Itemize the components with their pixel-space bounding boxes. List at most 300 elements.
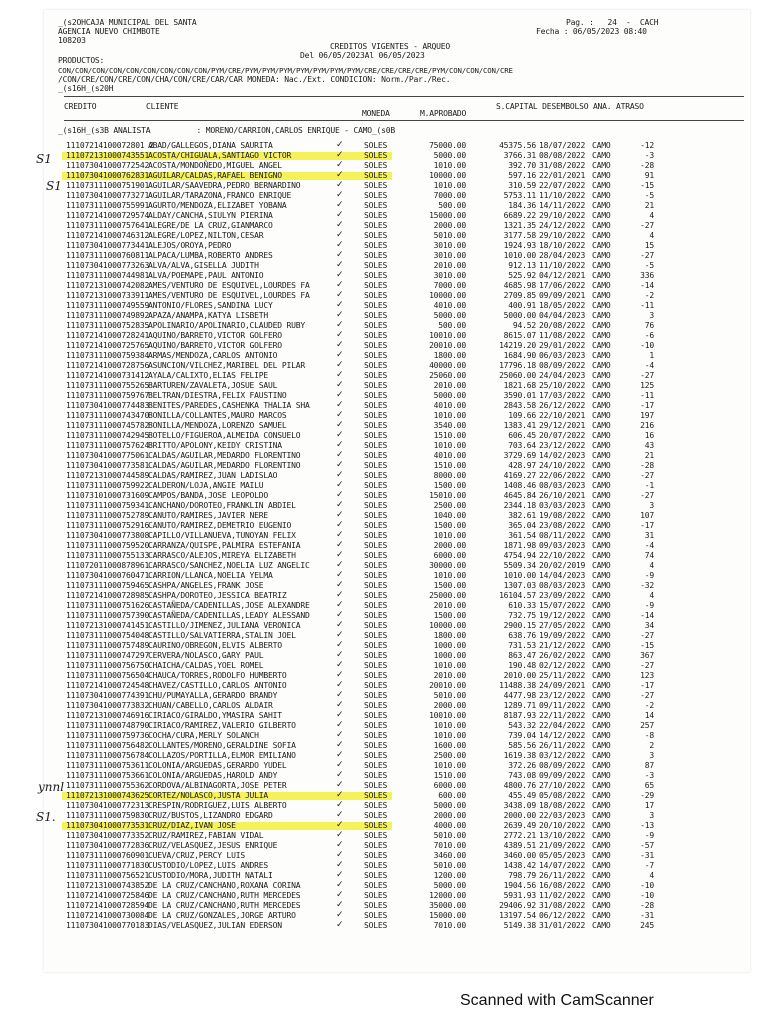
check-mark-icon: ✓: [336, 560, 344, 570]
table-cell-desembolso: 04/12/2021: [539, 271, 586, 280]
table-cell-ana: CAMO: [592, 351, 611, 360]
table-cell-credito: 111073041000775061: [66, 451, 150, 460]
table-cell-desembolso: 23/12/2022: [539, 441, 586, 450]
table-cell-moneda: SOLES: [364, 151, 388, 160]
table-cell-cliente: AQUINO/BARRETO,VICTOR GOLFERO: [148, 331, 282, 340]
table-cell-atraso: -7: [644, 861, 654, 870]
table-cell-ana: CAMO: [592, 511, 611, 520]
table-cell-credito: 111072141000731412: [66, 371, 150, 380]
table-cell-capital: 1307.03: [503, 581, 536, 590]
table-cell-cliente: CASHPA/ANGELES,FRANK JOSE: [148, 581, 264, 590]
table-cell-credito: 111073111000759384: [66, 351, 150, 360]
table-cell-atraso: 76: [644, 321, 654, 330]
table-cell-capital: 4754.94: [503, 551, 536, 560]
table-cell-desembolso: 05/08/2022: [539, 791, 586, 800]
check-mark-icon: ✓: [336, 340, 344, 350]
table-cell-credito: 111073111000743470: [66, 411, 150, 420]
table-cell-desembolso: 22/01/2021: [539, 171, 586, 180]
check-mark-icon: ✓: [336, 700, 344, 710]
table-cell-credito: 111073111000753611: [66, 761, 150, 770]
table-cell-aprobado: 75000.00: [429, 141, 466, 150]
table-cell-capital: 6689.22: [503, 211, 536, 220]
table-cell-desembolso: 20/07/2022: [539, 431, 586, 440]
table-cell-ana: CAMO: [592, 831, 611, 840]
table-cell-cliente: AGUILAR/TARAZONA,FRANCO ENRIQUE: [148, 191, 292, 200]
table-cell-capital: 798.79: [508, 871, 536, 880]
table-cell-atraso: -10: [640, 891, 654, 900]
table-cell-credito: 111073111000755991: [66, 201, 150, 210]
table-cell-ana: CAMO: [592, 561, 611, 570]
table-cell-capital: 455.49: [508, 791, 536, 800]
table-cell-cliente: CRUZ/DIAZ,IVAN JOSE: [148, 821, 236, 830]
table-cell-credito: 111072131000733911: [66, 291, 150, 300]
table-cell-credito: 111073111000755362: [66, 781, 150, 790]
table-cell-aprobado: 1010.00: [433, 181, 466, 190]
table-cell-desembolso: 23/08/2022: [539, 521, 586, 530]
table-cell-ana: CAMO: [592, 161, 611, 170]
table-cell-atraso: -10: [640, 881, 654, 890]
table-cell-ana: CAMO: [592, 401, 611, 410]
table-cell-ana: CAMO: [592, 201, 611, 210]
productos-list-1: CON/CON/CON/CON/CON/CON/CON/CON/CON/PYM/CRE/PYM/PYM/PYM/PYM/PYM/PYM/PYM/CRE/CRE/CRE/CRE/PYM/CON/CON/CON/CRE: [58, 66, 513, 75]
table-cell-capital: 638.76: [508, 631, 536, 640]
table-cell-capital: 11488.38: [499, 681, 536, 690]
column-header-moneda: MONEDA: [362, 109, 390, 118]
table-cell-atraso: -29: [640, 791, 654, 800]
table-cell-aprobado: 500.00: [438, 321, 466, 330]
table-cell-desembolso: 14/12/2022: [539, 731, 586, 740]
table-cell-cliente: APOLINARIO/APOLINARIO,CLAUDED RUBY: [148, 321, 305, 330]
table-cell-moneda: SOLES: [364, 721, 388, 730]
table-cell-credito: 111072141000728985: [66, 591, 150, 600]
scanner-watermark: Scanned with CamScanner: [460, 992, 654, 1009]
table-cell-credito: 111073111000757624: [66, 441, 150, 450]
table-cell-credito: 111072141000746312: [66, 231, 150, 240]
table-cell-ana: CAMO: [592, 801, 611, 810]
table-cell-cliente: AGUILAR/SAAVEDRA,PEDRO BERNARDINO: [148, 181, 301, 190]
table-cell-cliente: ALDAY/CANCHA,SIULYN PIERINA: [148, 211, 273, 220]
check-mark-icon: ✓: [336, 330, 344, 340]
handwritten-mark: ynnl: [38, 780, 65, 794]
table-cell-cliente: DE LA CRUZ/CANCHANO,RUTH MERCEDES: [148, 891, 301, 900]
column-header-maprobado: M.APROBADO: [420, 109, 467, 118]
table-cell-ana: CAMO: [592, 371, 611, 380]
table-cell-desembolso: 16/08/2022: [539, 881, 586, 890]
table-cell-cliente: ASUNCION/VILCHEZ,MARIBEL DEL PILAR: [148, 361, 305, 370]
table-cell-atraso: -27: [640, 371, 654, 380]
table-cell-capital: 731.53: [508, 641, 536, 650]
table-cell-aprobado: 500.00: [438, 201, 466, 210]
table-cell-aprobado: 25060.00: [429, 371, 466, 380]
table-cell-desembolso: 18/07/2022: [539, 141, 586, 150]
table-cell-desembolso: 24/10/2022: [539, 461, 586, 470]
table-cell-cliente: ARMAS/MENDOZA,CARLOS ANTONIO: [148, 351, 278, 360]
table-cell-aprobado: 2000.00: [433, 701, 466, 710]
table-cell-atraso: -31: [640, 911, 654, 920]
table-cell-credito: 111073111000751626: [66, 601, 150, 610]
table-cell-cliente: BARTUREN/ZAVALETA,JOSUE SAUL: [148, 381, 278, 390]
table-cell-atraso: -11: [640, 301, 654, 310]
table-cell-desembolso: 26/02/2022: [539, 651, 586, 660]
table-cell-desembolso: 15/07/2022: [539, 601, 586, 610]
table-cell-cliente: ABAD/GALLEGOS,DIANA SAURITA: [148, 141, 273, 150]
check-mark-icon: ✓: [336, 540, 344, 550]
table-cell-aprobado: 1500.00: [433, 611, 466, 620]
table-cell-cliente: ANTONIO/FLORES,SANDINA LUCY: [148, 301, 273, 310]
table-cell-atraso: 91: [644, 171, 654, 180]
table-cell-ana: CAMO: [592, 841, 611, 850]
table-cell-atraso: 34: [644, 621, 654, 630]
table-cell-ana: CAMO: [592, 891, 611, 900]
table-cell-capital: 1924.93: [503, 241, 536, 250]
table-cell-ana: CAMO: [592, 671, 611, 680]
table-cell-credito: 111073111000756482: [66, 741, 150, 750]
table-cell-desembolso: 18/05/2022: [539, 301, 586, 310]
table-cell-desembolso: 24/04/2023: [539, 371, 586, 380]
table-cell-moneda: SOLES: [364, 251, 388, 260]
table-cell-capital: 310.59: [508, 181, 536, 190]
table-cell-moneda: SOLES: [364, 681, 388, 690]
table-cell-ana: CAMO: [592, 601, 611, 610]
table-cell-credito: 111073111000771830: [66, 861, 150, 870]
check-mark-icon: ✓: [336, 820, 344, 830]
table-cell-desembolso: 11/08/2022: [539, 331, 586, 340]
table-cell-cliente: AGUILAR/CALDAS,RAFAEL BENIGNO: [148, 171, 282, 180]
check-mark-icon: ✓: [336, 200, 344, 210]
table-cell-aprobado: 7000.00: [433, 281, 466, 290]
table-cell-capital: 94.52: [512, 321, 536, 330]
table-cell-ana: CAMO: [592, 291, 611, 300]
table-cell-atraso: 125: [640, 381, 654, 390]
check-mark-icon: ✓: [336, 910, 344, 920]
table-cell-cliente: BENITES/PAREDES,CASHENKA THALIA SHA: [148, 401, 310, 410]
table-cell-moneda: SOLES: [364, 711, 388, 720]
table-cell-moneda: SOLES: [364, 451, 388, 460]
table-cell-capital: 3729.69: [503, 451, 536, 460]
table-cell-ana: CAMO: [592, 881, 611, 890]
table-cell-capital: 3460.00: [503, 851, 536, 860]
table-cell-ana: CAMO: [592, 721, 611, 730]
check-mark-icon: ✓: [336, 480, 344, 490]
table-cell-cliente: CARRION/LLANCA,NOELIA YELMA: [148, 571, 273, 580]
check-mark-icon: ✓: [336, 850, 344, 860]
table-cell-moneda: SOLES: [364, 501, 388, 510]
table-cell-moneda: SOLES: [364, 841, 388, 850]
table-cell-ana: CAMO: [592, 781, 611, 790]
table-cell-cliente: CALDAS/RAMIREZ,JUAN LADISLAO: [148, 471, 278, 480]
check-mark-icon: ✓: [336, 680, 344, 690]
table-cell-ana: CAMO: [592, 171, 611, 180]
table-cell-moneda: SOLES: [364, 731, 388, 740]
table-cell-credito: 111073111000753661: [66, 771, 150, 780]
table-cell-aprobado: 2010.00: [433, 381, 466, 390]
table-cell-atraso: -13: [640, 821, 654, 830]
table-cell-credito: 111073111000745782: [66, 421, 150, 430]
table-cell-desembolso: 23/12/2022: [539, 691, 586, 700]
report-date-range: Del 06/05/2023Al 06/05/2023: [300, 51, 425, 60]
table-cell-credito: 111072141000725846: [66, 891, 150, 900]
check-mark-icon: ✓: [336, 370, 344, 380]
table-cell-credito: 111073111000759465: [66, 581, 150, 590]
check-mark-icon: ✓: [336, 890, 344, 900]
table-cell-moneda: SOLES: [364, 591, 388, 600]
table-cell-moneda: SOLES: [364, 261, 388, 270]
table-cell-capital: 4389.51: [503, 841, 536, 850]
table-cell-credito: 111072141000725765: [66, 341, 150, 350]
table-cell-aprobado: 1500.00: [433, 521, 466, 530]
check-mark-icon: ✓: [336, 570, 344, 580]
table-cell-capital: 16104.57: [499, 591, 536, 600]
table-cell-credito: 111073041000762831: [66, 171, 150, 180]
table-cell-ana: CAMO: [592, 451, 611, 460]
table-cell-capital: 5931.93: [503, 891, 536, 900]
institution-name: _(s2OHCAJA MUNICIPAL DEL SANTA: [58, 18, 197, 27]
table-cell-atraso: -32: [640, 581, 654, 590]
table-cell-capital: 2639.49: [503, 821, 536, 830]
table-cell-moneda: SOLES: [364, 481, 388, 490]
table-cell-ana: CAMO: [592, 731, 611, 740]
table-cell-moneda: SOLES: [364, 701, 388, 710]
table-cell-credito: 111073041000773263: [66, 261, 150, 270]
table-cell-capital: 45375.56: [499, 141, 536, 150]
table-cell-aprobado: 2500.00: [433, 751, 466, 760]
table-cell-capital: 17796.18: [499, 361, 536, 370]
table-cell-moneda: SOLES: [364, 851, 388, 860]
table-cell-ana: CAMO: [592, 631, 611, 640]
table-cell-aprobado: 1010.00: [433, 571, 466, 580]
analyst-line: _(s16H_(s3B ANALISTA : MORENO/CARRION,CARLOS ENRIQUE - CAMO_(s0B: [58, 126, 395, 135]
table-cell-capital: 4645.84: [503, 491, 536, 500]
check-mark-icon: ✓: [336, 300, 344, 310]
table-cell-capital: 2000.00: [503, 811, 536, 820]
table-cell-desembolso: 31/08/2022: [539, 901, 586, 910]
table-cell-cliente: DE LA CRUZ/GONZALES,JORGE ARTURO: [148, 911, 296, 920]
table-cell-capital: 4685.98: [503, 281, 536, 290]
table-cell-credito: 111073041000773581: [66, 461, 150, 470]
check-mark-icon: ✓: [336, 460, 344, 470]
table-cell-capital: 2900.15: [503, 621, 536, 630]
table-cell-atraso: 197: [640, 411, 654, 420]
table-cell-cliente: CAURINO/OBREGON,ELVIS ALBERTO: [148, 641, 282, 650]
table-cell-cliente: CUSTODIO/MORA,JUDITH NATALI: [148, 871, 273, 880]
table-cell-aprobado: 3010.00: [433, 271, 466, 280]
table-cell-moneda: SOLES: [364, 201, 388, 210]
table-cell-cliente: CRUZ/VELASQUEZ,JESUS ENRIQUE: [148, 841, 278, 850]
table-cell-credito: 111073111000755133: [66, 551, 150, 560]
table-cell-credito: 111072131000741451: [66, 621, 150, 630]
table-cell-desembolso: 25/11/2022: [539, 671, 586, 680]
table-cell-capital: 2843.58: [503, 401, 536, 410]
table-cell-desembolso: 08/09/2022: [539, 361, 586, 370]
check-mark-icon: ✓: [336, 230, 344, 240]
table-cell-atraso: -4: [644, 361, 654, 370]
table-cell-moneda: SOLES: [364, 691, 388, 700]
table-cell-aprobado: 5010.00: [433, 691, 466, 700]
table-cell-moneda: SOLES: [364, 821, 388, 830]
table-cell-atraso: -6: [644, 331, 654, 340]
table-cell-capital: 732.75: [508, 611, 536, 620]
table-cell-moneda: SOLES: [364, 361, 388, 370]
table-cell-moneda: SOLES: [364, 661, 388, 670]
table-cell-aprobado: 1000.00: [433, 641, 466, 650]
table-cell-capital: 8615.07: [503, 331, 536, 340]
table-cell-capital: 392.70: [508, 161, 536, 170]
table-cell-capital: 597.16: [508, 171, 536, 180]
table-cell-aprobado: 2010.00: [433, 601, 466, 610]
check-mark-icon: ✓: [336, 510, 344, 520]
table-cell-capital: 29406.92: [499, 901, 536, 910]
table-cell-capital: 14219.20: [499, 341, 536, 350]
table-cell-capital: 365.04: [508, 521, 536, 530]
check-mark-icon: ✓: [336, 470, 344, 480]
table-cell-aprobado: 1000.00: [433, 651, 466, 660]
table-cell-moneda: SOLES: [364, 401, 388, 410]
table-cell-cliente: DE LA CRUZ/CANCHANO,RUTH MERCEDES: [148, 901, 301, 910]
table-cell-ana: CAMO: [592, 411, 611, 420]
table-cell-capital: 543.32: [508, 721, 536, 730]
table-cell-capital: 1821.68: [503, 381, 536, 390]
check-mark-icon: ✓: [336, 670, 344, 680]
table-cell-moneda: SOLES: [364, 581, 388, 590]
table-cell-moneda: SOLES: [364, 751, 388, 760]
table-cell-capital: 3177.58: [503, 231, 536, 240]
table-cell-credito: 111073111000744981: [66, 271, 150, 280]
table-cell-cliente: CRESPIN/RODRIGUEZ,LUIS ALBERTO: [148, 801, 287, 810]
table-cell-moneda: SOLES: [364, 331, 388, 340]
table-cell-capital: 606.45: [508, 431, 536, 440]
table-cell-ana: CAMO: [592, 251, 611, 260]
table-cell-desembolso: 27/10/2022: [539, 781, 586, 790]
table-cell-atraso: -27: [640, 631, 654, 640]
table-cell-atraso: -14: [640, 611, 654, 620]
table-cell-aprobado: 10000.00: [429, 171, 466, 180]
table-cell-moneda: SOLES: [364, 271, 388, 280]
table-cell-desembolso: 26/11/2022: [539, 871, 586, 880]
table-cell-aprobado: 4010.00: [433, 301, 466, 310]
table-cell-cliente: CIRIACO/GIRALDO,YMASIRA SAHIT: [148, 711, 282, 720]
table-cell-atraso: -31: [640, 851, 654, 860]
table-cell-desembolso: 08/03/2023: [539, 481, 586, 490]
table-cell-atraso: 245: [640, 921, 654, 930]
table-cell-atraso: -57: [640, 841, 654, 850]
table-cell-cliente: ALVA/POEMAPE,PAUL ANTONIO: [148, 271, 264, 280]
table-cell-cliente: BRITTO/APOLONY,KEIDY CRISTINA: [148, 441, 282, 450]
table-cell-desembolso: 18/10/2022: [539, 241, 586, 250]
table-cell-desembolso: 22/03/2023: [539, 811, 586, 820]
table-cell-aprobado: 1010.00: [433, 411, 466, 420]
check-mark-icon: ✓: [336, 390, 344, 400]
table-cell-desembolso: 22/11/2022: [539, 711, 586, 720]
table-cell-credito: 111073111000756521: [66, 871, 150, 880]
table-cell-cliente: ACOSTA/MONDOÑEDO,MIGUEL ANGEL: [148, 161, 282, 170]
table-cell-aprobado: 1010.00: [433, 721, 466, 730]
table-cell-credito: 111073111000759341: [66, 501, 150, 510]
table-cell-credito: 111073041000773808: [66, 531, 150, 540]
table-cell-cliente: CARRASCO/ALEJOS,MIREYA ELIZABETH: [148, 551, 296, 560]
table-cell-credito: 111073111000756784: [66, 751, 150, 760]
table-cell-desembolso: 21/09/2022: [539, 841, 586, 850]
table-cell-aprobado: 600.00: [438, 791, 466, 800]
table-cell-cliente: CANUTO/RAMIREZ,DEMETRIO EUGENIO: [148, 521, 292, 530]
check-mark-icon: ✓: [336, 270, 344, 280]
table-cell-credito: 111072131000742082: [66, 281, 150, 290]
check-mark-icon: ✓: [336, 920, 344, 930]
table-cell-desembolso: 19/09/2022: [539, 631, 586, 640]
table-cell-aprobado: 1510.00: [433, 461, 466, 470]
table-cell-moneda: SOLES: [364, 871, 388, 880]
table-cell-moneda: SOLES: [364, 301, 388, 310]
table-cell-desembolso: 29/12/2021: [539, 421, 586, 430]
report-date: Fecha : 06/05/2023 08:40: [536, 27, 647, 36]
table-cell-credito: 111072131000744589: [66, 471, 150, 480]
table-cell-atraso: 16: [644, 431, 654, 440]
table-cell-capital: 4169.27: [503, 471, 536, 480]
table-cell-desembolso: 29/10/2022: [539, 231, 586, 240]
table-cell-moneda: SOLES: [364, 391, 388, 400]
table-cell-aprobado: 4010.00: [433, 401, 466, 410]
table-cell-credito: 111073041000773531: [66, 821, 150, 830]
table-cell-desembolso: 08/08/2022: [539, 151, 586, 160]
check-mark-icon: ✓: [336, 140, 344, 150]
table-cell-desembolso: 20/08/2022: [539, 321, 586, 330]
table-cell-capital: 863.47: [508, 651, 536, 660]
table-cell-cliente: BOTELLO/FIGUEROA,ALMEIDA CONSUELO: [148, 431, 301, 440]
table-cell-desembolso: 11/10/2022: [539, 261, 586, 270]
table-cell-capital: 1383.41: [503, 421, 536, 430]
table-cell-capital: 1438.42: [503, 861, 536, 870]
table-cell-moneda: SOLES: [364, 291, 388, 300]
table-cell-moneda: SOLES: [364, 411, 388, 420]
table-cell-capital: 739.04: [508, 731, 536, 740]
table-cell-ana: CAMO: [592, 441, 611, 450]
check-mark-icon: ✓: [336, 880, 344, 890]
table-cell-cliente: CARRASCO/SANCHEZ,NOELIA LUZ ANGELIC: [148, 561, 310, 570]
table-cell-aprobado: 2500.00: [433, 501, 466, 510]
table-cell-capital: 13197.54: [499, 911, 536, 920]
table-cell-moneda: SOLES: [364, 831, 388, 840]
table-cell-aprobado: 1010.00: [433, 161, 466, 170]
table-cell-cliente: ACOSTA/CHIGUALA,SANTIAGO VICTOR: [148, 151, 292, 160]
table-cell-desembolso: 11/10/2022: [539, 191, 586, 200]
table-cell-moneda: SOLES: [364, 631, 388, 640]
table-cell-ana: CAMO: [592, 871, 611, 880]
table-cell-atraso: 15: [644, 241, 654, 250]
table-cell-moneda: SOLES: [364, 881, 388, 890]
table-cell-capital: 109.66: [508, 411, 536, 420]
table-cell-aprobado: 5010.00: [433, 861, 466, 870]
table-cell-atraso: -11: [640, 391, 654, 400]
table-cell-atraso: 336: [640, 271, 654, 280]
check-mark-icon: ✓: [336, 870, 344, 880]
table-cell-aprobado: 25000.00: [429, 591, 466, 600]
report-title: CREDITOS VIGENTES - ARQUEO: [330, 42, 451, 51]
table-cell-ana: CAMO: [592, 461, 611, 470]
table-cell-cliente: CAPILLO/VILLANUEVA,TUNOYAN FELIX: [148, 531, 296, 540]
table-cell-aprobado: 1600.00: [433, 741, 466, 750]
table-cell-aprobado: 10000.00: [429, 621, 466, 630]
table-cell-credito: 111073111000749892: [66, 311, 150, 320]
table-cell-capital: 2772.21: [503, 831, 536, 840]
table-cell-credito: 111072141000728241: [66, 331, 150, 340]
productos-list-2: /CON/CRE/CON/CRE/CON/CHA/CON/CRE/CAR/CAR MONEDA: Nac./Ext. CONDICION: Norm./Par./Rec.: [58, 75, 451, 84]
table-cell-atraso: -12: [640, 141, 654, 150]
table-cell-ana: CAMO: [592, 361, 611, 370]
table-cell-desembolso: 06/03/2023: [539, 351, 586, 360]
check-mark-icon: ✓: [336, 180, 344, 190]
table-cell-aprobado: 4000.00: [433, 821, 466, 830]
table-cell-cliente: ALPACA/LUMBA,ROBERTO ANDRES: [148, 251, 273, 260]
check-mark-icon: ✓: [336, 400, 344, 410]
